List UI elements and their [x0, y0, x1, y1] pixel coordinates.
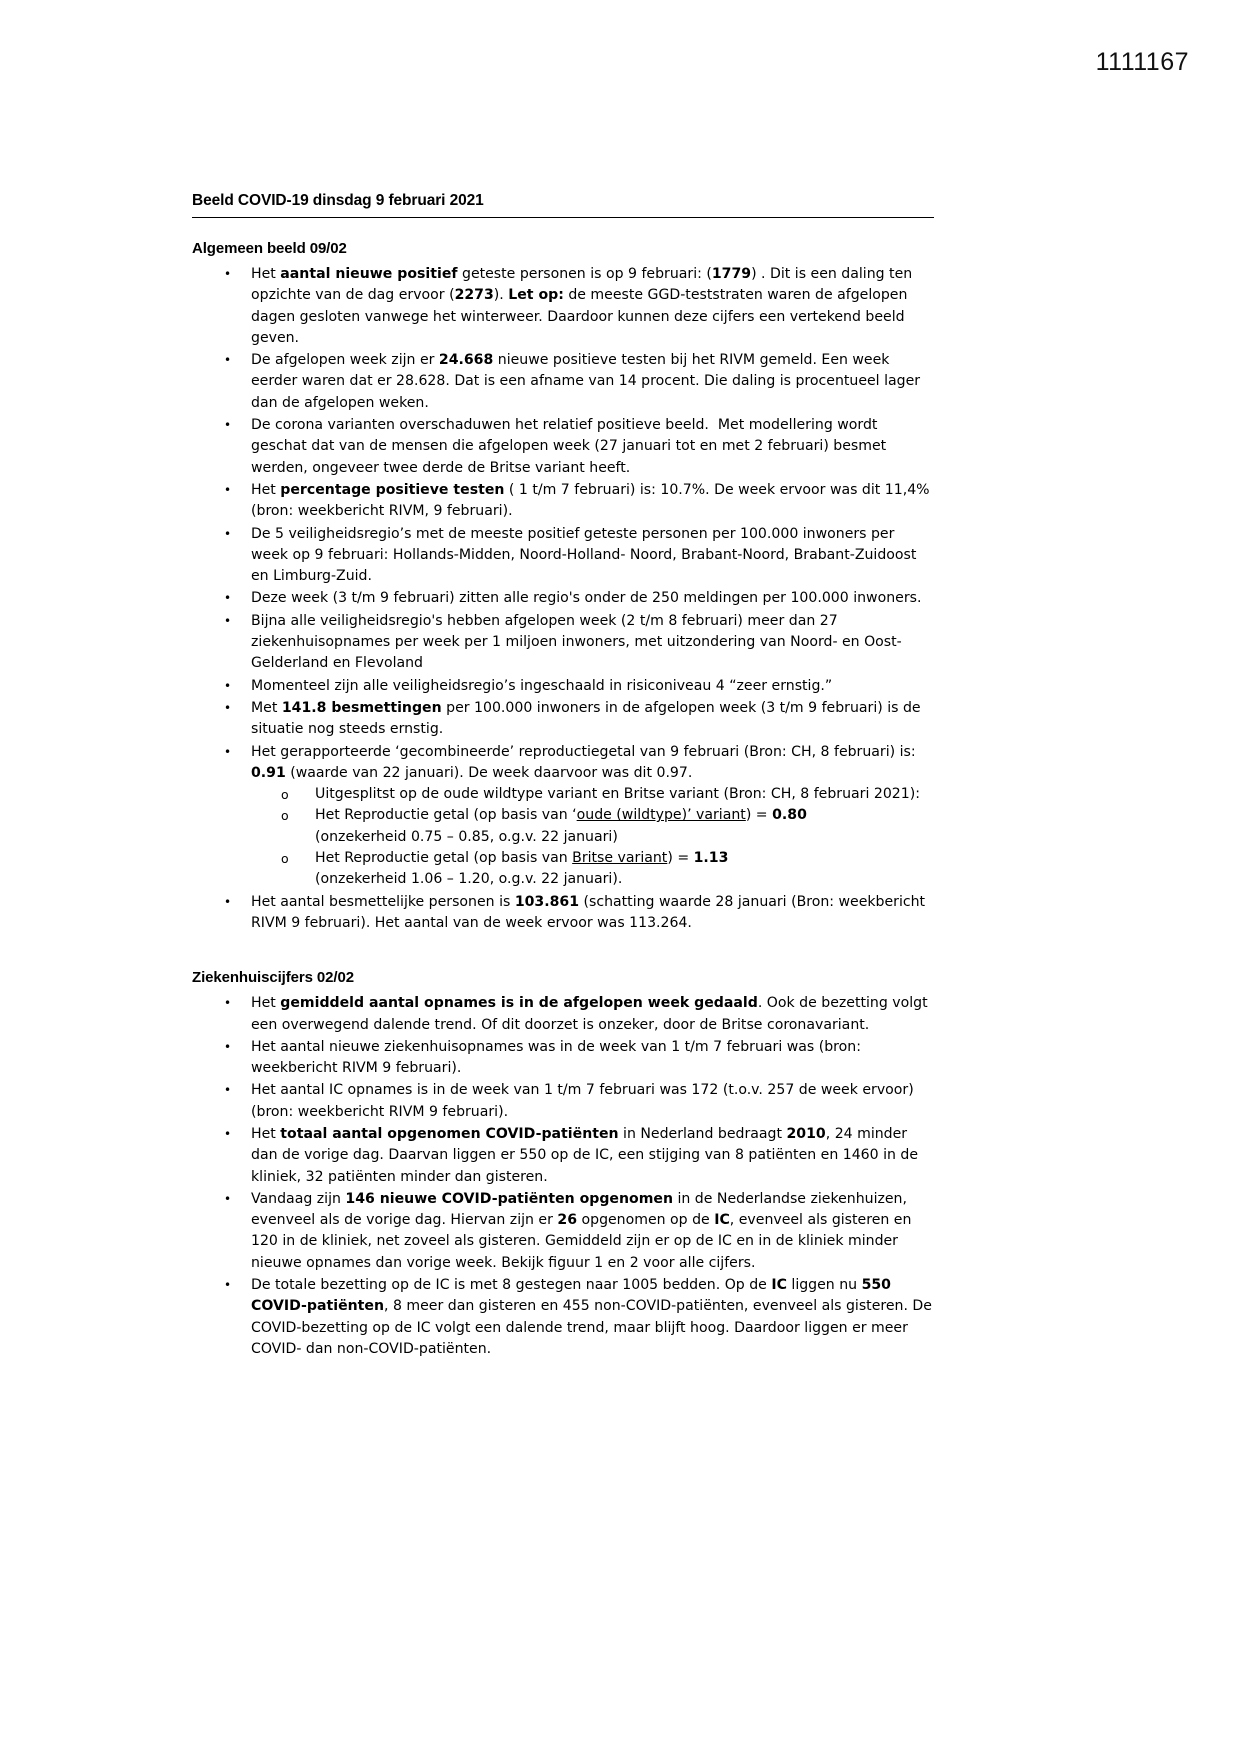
section-heading: Algemeen beeld 09/02 [192, 240, 347, 257]
title-divider [192, 217, 934, 218]
bullet-marker-icon: • [224, 700, 232, 715]
bullet-item [192, 480, 934, 523]
sub-bullet-text: Uitgesplitst op de oude wildtype variant en Britse variant (Bron: CH, 8 februari 2021): [315, 786, 920, 803]
bullet-text: De totale bezetting op de IC is met 8 gestegen naar 1005 bedden. Op de IC liggen nu 550 COVID-patiënten, 8 meer dan gisteren en 455 non-COVID-patiënten, evenveel als gisteren. De COVID-bezetting op de IC volgt een dalende trend, maar blijft hoog. Daardoor liggen er meer COVID- dan non-COVID-patiënten. [251, 1277, 932, 1357]
bullet-item [192, 892, 934, 935]
sub-bullet-item [251, 784, 934, 805]
sub-bullet-item [251, 848, 934, 891]
bullet-text: Bijna alle veiligheidsregio's hebben afgelopen week (2 t/m 8 februari) meer dan 27 ziekenhuisopnames per week per 1 miljoen inwoners, met uitzondering van Noord- en Oost-Gelderland en Flevoland [251, 612, 902, 672]
bullet-text: Het gerapporteerde ‘gecombineerde’ reproductiegetal van 9 februari (Bron: CH, 8 februari) is: 0.91 (waarde van 22 januari). De week daarvoor was dit 0.97. [251, 743, 916, 781]
bullet-item [192, 611, 934, 675]
document-content [192, 192, 934, 1361]
bullet-marker-icon: • [224, 526, 232, 541]
sub-bullet-text: Het Reproductie getal (op basis van ‘oude (wildtype)’ variant) = 0.80 (onzekerheid 0.75 – 0.85, o.g.v. 22 januari) [315, 807, 807, 845]
sections-container [192, 240, 934, 1360]
bullet-marker-icon: • [224, 1083, 232, 1098]
page-number: 1111167 [1095, 48, 1189, 76]
bullet-item [192, 698, 934, 741]
bullet-item [192, 1275, 934, 1360]
bullet-item [192, 1124, 934, 1188]
bullet-item [192, 742, 934, 891]
bullet-list [192, 993, 934, 1360]
section-heading: Ziekenhuiscijfers 02/02 [192, 969, 354, 987]
section-spacer [192, 935, 934, 969]
bullet-item [192, 1037, 934, 1080]
bullet-item [192, 993, 934, 1036]
bullet-marker-icon: • [224, 678, 232, 693]
bullet-marker-icon: • [224, 613, 232, 628]
bullet-text: Het totaal aantal opgenomen COVID-patiënten in Nederland bedraagt 2010, 24 minder dan de vorige dag. Daarvan liggen er 550 op de IC, een stijging van 8 patiënten en 1460 in de kliniek, 32 patiënten minder dan gisteren. [251, 1125, 919, 1185]
bullet-text: Het gemiddeld aantal opnames is in de afgelopen week gedaald. Ook de bezetting volgt een overwegend dalende trend. Of dit doorzet is onzeker, door de Britse coronavariant. [251, 995, 928, 1033]
bullet-marker-icon: • [224, 1278, 232, 1293]
bullet-text: Deze week (3 t/m 9 februari) zitten alle regio's onder de 250 meldingen per 100.000 inwoners. [251, 590, 922, 607]
bullet-text: Het aantal nieuwe ziekenhuisopnames was in de week van 1 t/m 7 februari was (bron: weekbericht RIVM 9 februari). [251, 1038, 861, 1077]
bullet-marker-icon: • [224, 267, 232, 281]
bullet-item [192, 588, 934, 609]
sub-bullet-marker-icon: o [281, 808, 289, 824]
bullet-item [192, 415, 934, 479]
bullet-list [192, 264, 934, 934]
bullet-item [192, 350, 934, 414]
bullet-text: Het percentage positieve testen ( 1 t/m 7 februari) is: 10.7%. De week ervoor was dit 11,4% (bron: weekbericht RIVM, 9 februari). [251, 481, 930, 520]
bullet-marker-icon: • [224, 996, 232, 1011]
bullet-text: Het aantal nieuwe positief geteste personen is op 9 februari: (1779) . Dit is een daling ten opzichte van de dag ervoor (2273). Let op: de meeste GGD-teststraten waren de afgelopen dagen gesloten vanwege het winterweer. Daardoor kunnen deze cijfers een vertekend beeld geven. [251, 266, 913, 346]
bullet-marker-icon: • [224, 418, 232, 433]
bullet-text: De corona varianten overschaduwen het relatief positieve beeld. Met modellering wordt geschat dat van de mensen die afgelopen week (27 januari tot en met 2 februari) besmet werden, ongeveer twee derde de Britse variant heeft. [251, 417, 887, 476]
sub-bullet-marker-icon: o [281, 787, 289, 803]
bullet-marker-icon: • [224, 482, 232, 497]
bullet-text: Momenteel zijn alle veiligheidsregio’s ingeschaald in risiconiveau 4 “zeer ernstig.” [251, 677, 833, 694]
bullet-item [192, 1080, 934, 1123]
bullet-marker-icon: • [224, 353, 232, 368]
bullet-marker-icon: • [224, 744, 232, 759]
bullet-item [192, 264, 934, 349]
sub-bullet-text: Het Reproductie getal (op basis van Britse variant) = 1.13 (onzekerheid 1.06 – 1.20, o.g.v. 22 januari). [315, 850, 729, 888]
bullet-marker-icon: • [224, 591, 232, 606]
document-title: Beeld COVID-19 dinsdag 9 februari 2021 [192, 192, 484, 209]
bullet-text: Vandaag zijn 146 nieuwe COVID-patiënten opgenomen in de Nederlandse ziekenhuizen, evenveel als de vorige dag. Hiervan zijn er 26 opgenomen op de IC, evenveel als gisteren en 120 in de kliniek, net zoveel als gisteren. Gemiddeld zijn er op de IC en in de kliniek minder nieuwe opnames dan vorige week. Bekijk figuur 1 en 2 voor alle cijfers. [251, 1190, 912, 1271]
bullet-marker-icon: • [224, 894, 232, 909]
sub-bullet-item [251, 805, 934, 848]
sub-bullet-list [251, 784, 934, 890]
bullet-marker-icon: • [224, 1191, 232, 1206]
bullet-text: De afgelopen week zijn er 24.668 nieuwe positieve testen bij het RIVM gemeld. Een week eerder waren dat er 28.628. Dat is een afname van 14 procent. Die daling is procentueel lager dan de afgelopen weken. [251, 352, 921, 411]
bullet-item [192, 1189, 934, 1274]
bullet-marker-icon: • [224, 1039, 232, 1054]
bullet-item [192, 676, 934, 697]
sub-bullet-marker-icon: o [281, 851, 289, 867]
bullet-text: Het aantal IC opnames is in de week van 1 t/m 7 februari was 172 (t.o.v. 257 de week ervoor) (bron: weekbericht RIVM 9 februari). [251, 1082, 914, 1120]
bullet-text: Het aantal besmettelijke personen is 103.861 (schatting waarde 28 januari (Bron: weekbericht RIVM 9 februari). Het aantal van de week ervoor was 113.264. [251, 893, 926, 931]
bullet-item [192, 524, 934, 588]
bullet-text: Met 141.8 besmettingen per 100.000 inwoners in de afgelopen week (3 t/m 9 februari) is de situatie nog steeds ernstig. [251, 699, 921, 738]
bullet-marker-icon: • [224, 1126, 232, 1141]
bullet-text: De 5 veiligheidsregio’s met de meeste positief geteste personen per 100.000 inwoners per week op 9 februari: Hollands-Midden, Noord-Holland- Noord, Brabant-Noord, Brabant-Zuidoost en Limburg-Zuid. [251, 525, 917, 585]
